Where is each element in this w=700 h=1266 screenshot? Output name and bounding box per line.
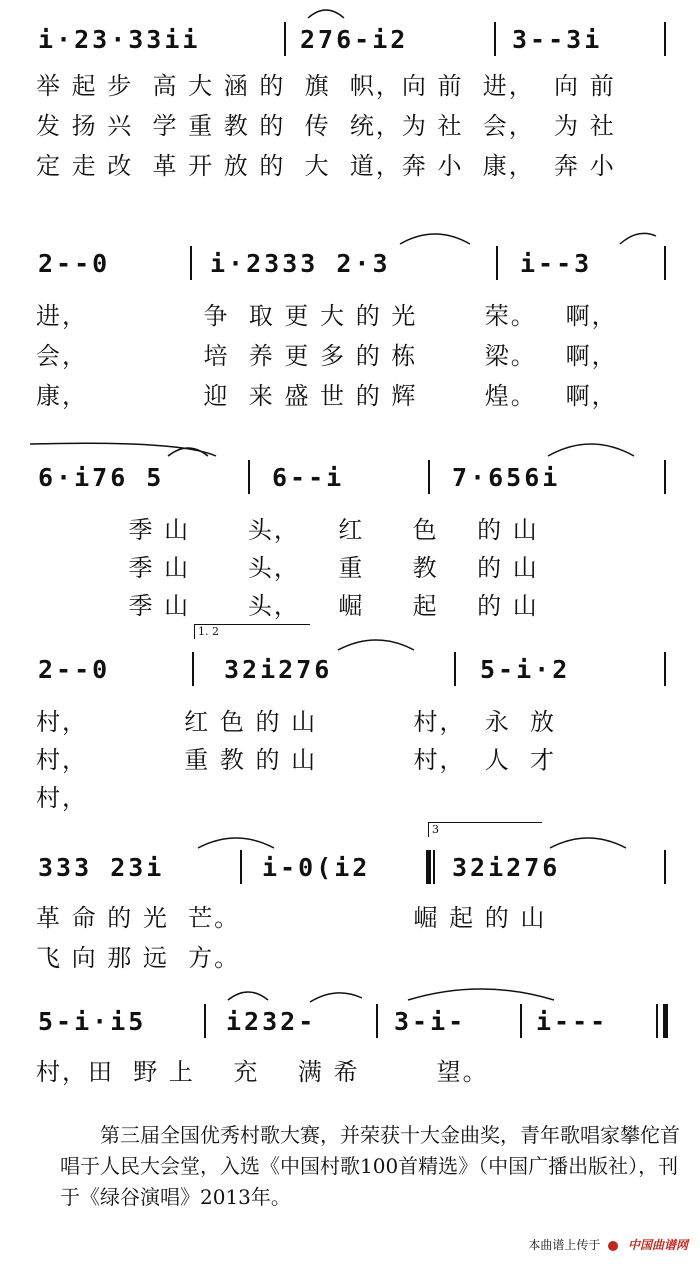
slur: [618, 232, 658, 246]
song-note: 第三届全国优秀村歌大赛，并荣获十大金曲奖，青年歌唱家攀佗首唱于人民大会堂，入选《中国村歌100首精选》（中国广播出版社），刊于《绿谷演唱》2013年。: [60, 1123, 680, 1209]
lyric-verse-3: 村，: [36, 784, 88, 812]
credit-text: 本曲谱上传于: [528, 1238, 601, 1252]
slur: [406, 986, 556, 1002]
music-line: [0, 650, 700, 690]
barline: [494, 22, 496, 56]
measure-2: i·2333 2·3: [210, 249, 391, 278]
measure-2: 32i276: [224, 655, 333, 684]
barline: [284, 22, 286, 56]
barline: [664, 850, 666, 884]
barline: [204, 1004, 206, 1038]
measure-3: 7·656i: [452, 463, 561, 492]
music-line: [0, 244, 700, 284]
barline: [428, 460, 430, 494]
slur: [308, 990, 364, 1004]
barline: [664, 460, 666, 494]
barline: [656, 1004, 658, 1038]
score-system-3: [0, 458, 700, 620]
repeat-end-barline: [426, 850, 431, 884]
music-line: [0, 1002, 700, 1042]
measure-3: 3--3i: [512, 25, 603, 54]
barline: [664, 22, 666, 56]
barline: [190, 246, 192, 280]
score-system-1: [0, 20, 700, 190]
lyric-verse-1: 举 起 步 高 大 涵 的 旗 帜，向 前 进， 向 前: [36, 72, 616, 100]
upload-credit: [528, 1236, 688, 1253]
site-link[interactable]: 中国曲谱网: [627, 1238, 688, 1252]
barline: [664, 652, 666, 686]
lyric-verse-2: 村， 重 教 的 山 村， 人 才: [36, 746, 556, 774]
slur: [548, 834, 628, 850]
measure-2: 276-i2: [300, 25, 409, 54]
final-barline: [663, 1004, 668, 1038]
score-system-4: [0, 625, 700, 812]
lyric-verse-3: 定 走 改 革 开 放 的 大 道，奔 小 康， 奔 小: [36, 152, 616, 180]
lyric-verse-1: 季 山 头， 红 色 的 山: [90, 516, 539, 544]
slur: [336, 636, 416, 652]
lyric-verse-2: 会， 培 养 更 多 的 栋 梁。 啊，: [36, 342, 618, 370]
barline: [240, 850, 242, 884]
measure-2: i232-: [226, 1007, 317, 1036]
measure-1: 333 23i: [38, 853, 165, 882]
measure-3: 3-i-: [394, 1007, 467, 1036]
slur: [306, 6, 346, 20]
measure-3: 32i276: [452, 853, 561, 882]
measure-2: i-0(i2: [262, 853, 371, 882]
volta-bracket: 1. 2: [194, 624, 310, 639]
slur: [226, 988, 270, 1002]
score-system-2: [0, 244, 700, 414]
lyric-verse-1: 革 命 的 光 芒。 崛 起 的 山: [36, 904, 547, 932]
slur: [196, 834, 276, 850]
volta-bracket: 3: [428, 822, 542, 837]
music-line: [0, 848, 700, 888]
measure-4: i---: [536, 1007, 609, 1036]
lyric-verse-2: 发 扬 兴 学 重 教 的 传 统，为 社 会， 为 社: [36, 112, 616, 140]
music-line: [0, 458, 700, 498]
measure-1: 5-i·i5: [38, 1007, 147, 1036]
measure-1: 6·i76 5: [38, 463, 165, 492]
measure-2: 6--i: [272, 463, 345, 492]
barline: [433, 850, 435, 884]
lyric-verse-1: 村，田 野 上 充 满 希 望。: [36, 1058, 489, 1086]
slur: [546, 440, 636, 458]
lyric-verse-3: 季 山 头， 崛 起 的 山: [90, 592, 539, 620]
lyric-verse-3: 康， 迎 来 盛 世 的 辉 煌。 啊，: [36, 382, 618, 410]
lyric-verse-2: 季 山 头， 重 教 的 山: [90, 554, 539, 582]
site-logo-icon: [608, 1241, 618, 1251]
measure-1: 2--0: [38, 655, 111, 684]
lyric-verse-1: 村， 红 色 的 山 村， 永 放: [36, 708, 556, 736]
measure-1: i·23·33ii: [38, 25, 201, 54]
slur: [398, 230, 472, 246]
lyric-verse-1: 进， 争 取 更 大 的 光 荣。 啊，: [36, 302, 618, 330]
slur: [166, 444, 210, 458]
barline: [496, 246, 498, 280]
measure-3: i--3: [520, 249, 593, 278]
score-system-5: [0, 823, 700, 978]
measure-1: 2--0: [38, 249, 111, 278]
lyric-verse-2: 飞 向 那 远 方。: [36, 944, 241, 972]
barline: [376, 1004, 378, 1038]
barline: [192, 652, 194, 686]
barline: [248, 460, 250, 494]
score-system-6: [0, 1002, 700, 1092]
barline: [520, 1004, 522, 1038]
measure-3: 5-i·2: [480, 655, 571, 684]
music-line: [0, 20, 700, 60]
barline: [454, 652, 456, 686]
barline: [664, 246, 666, 280]
